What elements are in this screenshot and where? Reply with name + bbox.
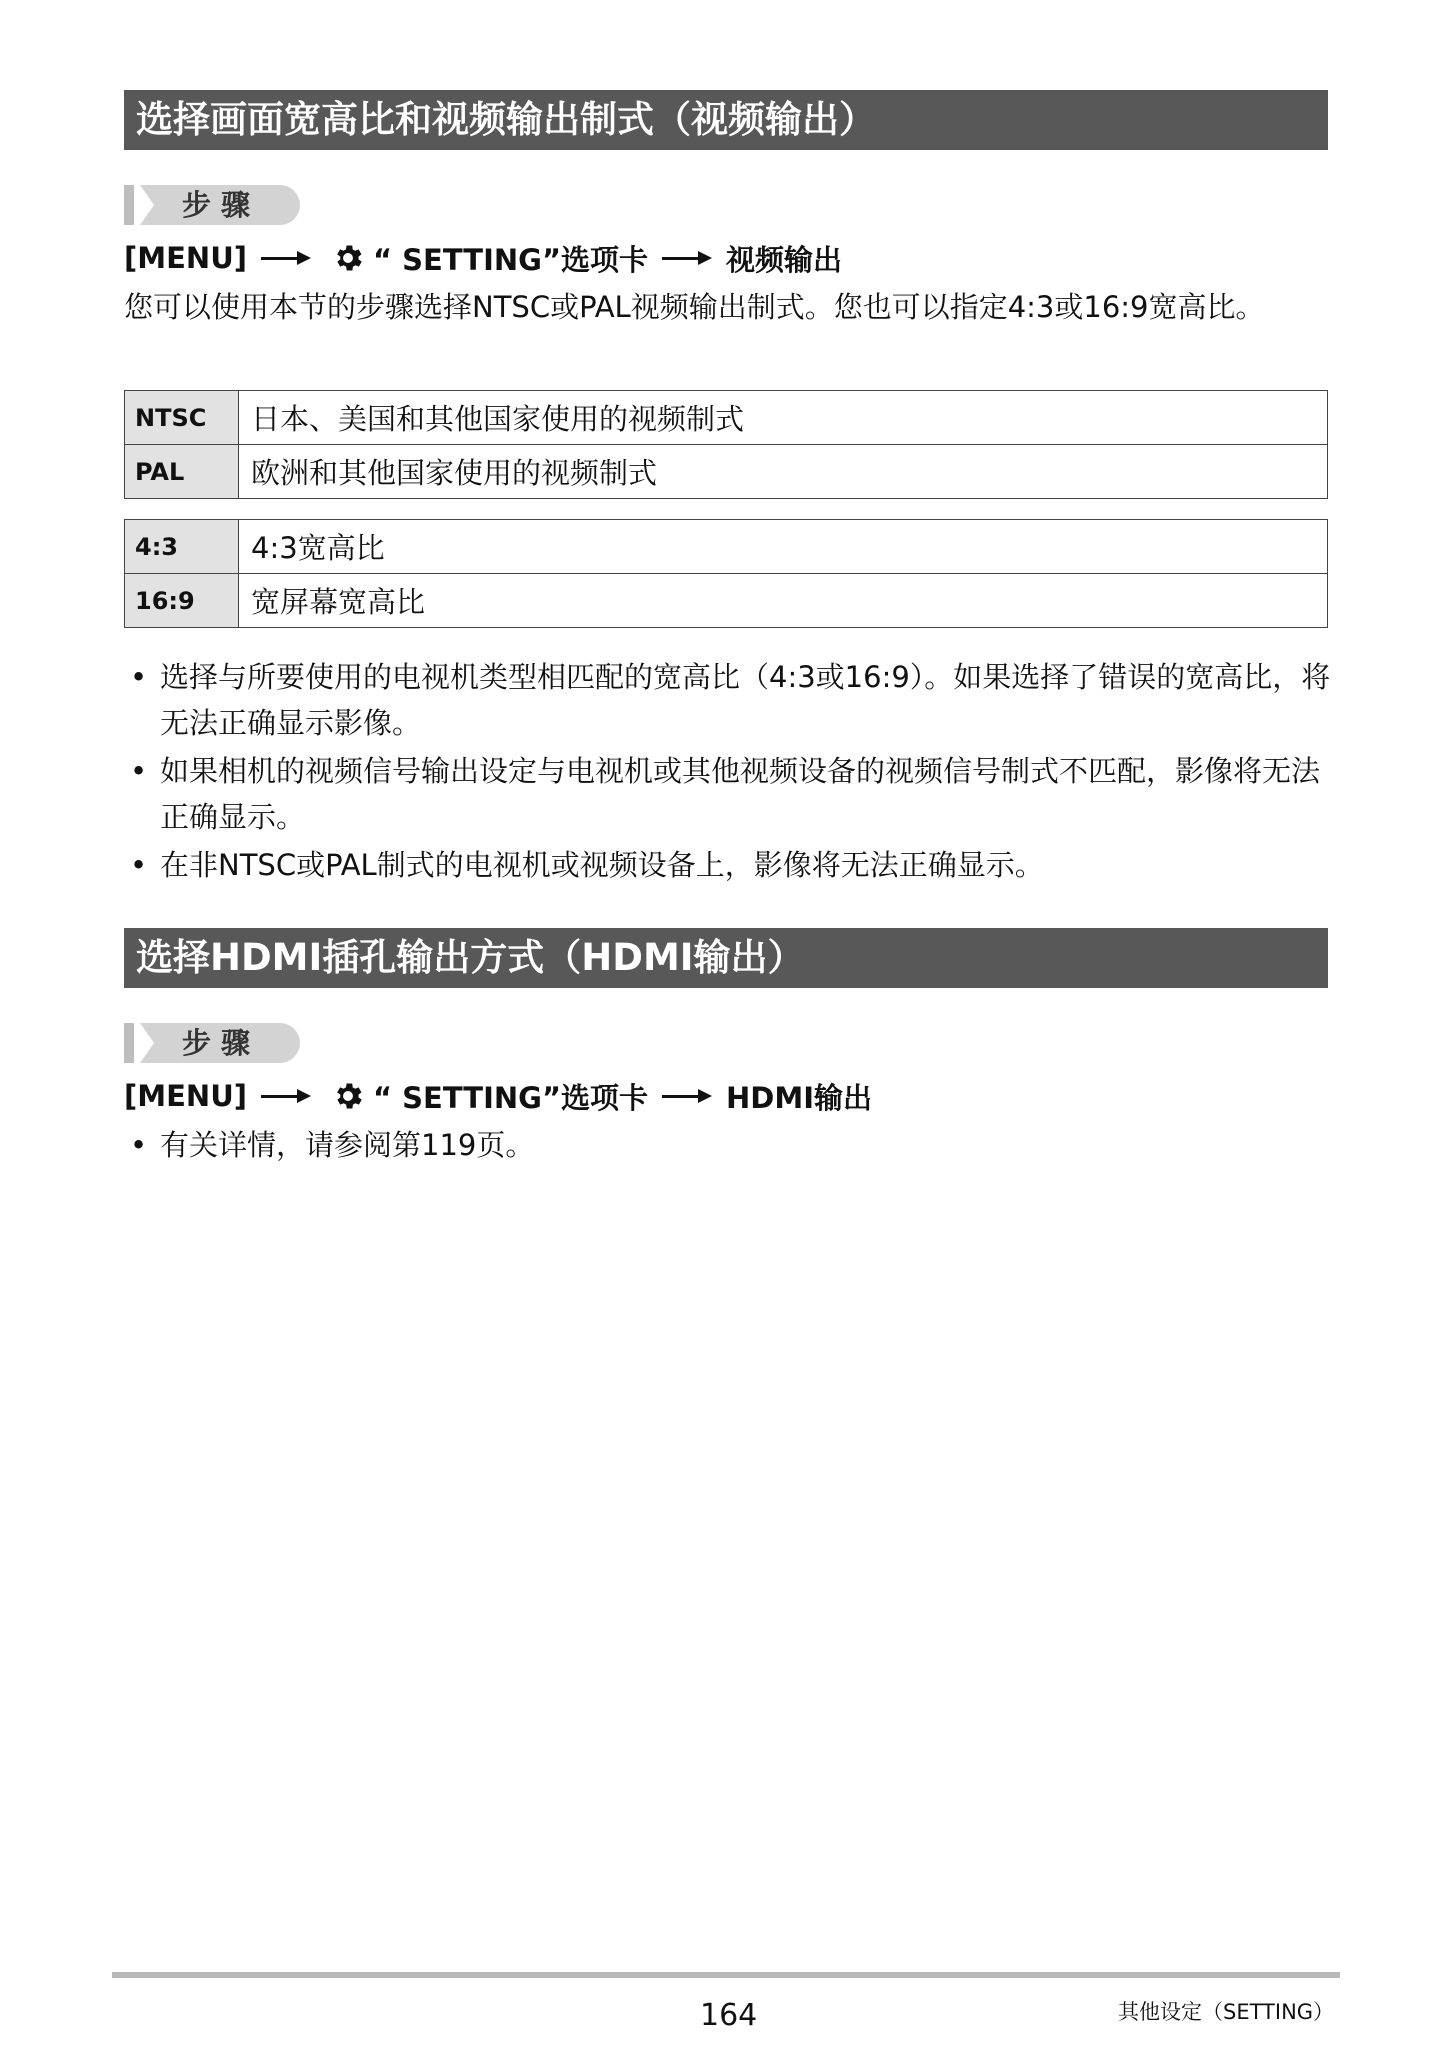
- page-number: 164: [700, 1998, 758, 2033]
- settings-tab-label: “ SETTING”选项卡: [373, 242, 649, 277]
- menu-target: HDMI输出: [726, 1080, 873, 1115]
- table-key: 4:3: [125, 520, 239, 574]
- step-badge: [124, 185, 300, 225]
- section-title-hdmi-out: 选择HDMI插孔输出方式（HDMI输出）: [124, 928, 1328, 988]
- table-desc: 欧洲和其他国家使用的视频制式: [239, 445, 1328, 499]
- list-item: • 有关详情，请参阅第119页。: [124, 1122, 1334, 1168]
- arrow-right-icon: [261, 1086, 311, 1106]
- list-item: • 在非NTSC或PAL制式的电视机或视频设备上，影像将无法正确显示。: [124, 842, 1334, 888]
- settings-tab-label: “ SETTING”选项卡: [373, 1080, 649, 1115]
- notes-list: [124, 654, 1334, 890]
- step-label: 步骤: [182, 188, 261, 222]
- table-key: NTSC: [125, 391, 239, 445]
- step-badge: [124, 1023, 300, 1063]
- table-row: [125, 520, 1328, 574]
- arrow-right-icon: [662, 248, 712, 268]
- format-table: [124, 390, 1328, 499]
- table-key: 16:9: [125, 574, 239, 628]
- menu-key: [MENU]: [124, 241, 247, 275]
- table-desc: 宽屏幕宽高比: [239, 574, 1328, 628]
- section-title-video-out: 选择画面宽高比和视频输出制式（视频输出）: [124, 90, 1328, 150]
- table-key: PAL: [125, 445, 239, 499]
- menu-target: 视频输出: [726, 242, 843, 277]
- step-label: 步骤: [182, 1026, 261, 1060]
- ratio-table: [124, 519, 1328, 628]
- table-desc: 日本、美国和其他国家使用的视频制式: [239, 391, 1328, 445]
- gear-icon: [331, 1079, 365, 1113]
- arrow-right-icon: [662, 1086, 712, 1106]
- notes-list: [124, 1122, 1334, 1170]
- table-desc: 4:3宽高比: [239, 520, 1328, 574]
- list-item: • 选择与所要使用的电视机类型相匹配的宽高比（4:3或16:9）。如果选择了错误的宽高比，将无法正确显示影像。: [124, 654, 1334, 746]
- arrow-right-icon: [261, 248, 311, 268]
- footer-section-name: 其他设定（SETTING）: [1118, 2000, 1335, 2024]
- menu-path: [124, 238, 842, 278]
- table-row: [125, 574, 1328, 628]
- menu-key: [MENU]: [124, 1079, 247, 1113]
- list-item: • 如果相机的视频信号输出设定与电视机或其他视频设备的视频信号制式不匹配，影像将无法正确显示。: [124, 748, 1334, 840]
- table-row: [125, 445, 1328, 499]
- gear-icon: [331, 241, 365, 275]
- intro-text: 您可以使用本节的步骤选择NTSC或PAL视频输出制式。您也可以指定4:3或16:9宽高比。: [124, 290, 1265, 324]
- menu-path: [124, 1076, 872, 1116]
- footer-divider: [112, 1972, 1340, 1978]
- table-row: [125, 391, 1328, 445]
